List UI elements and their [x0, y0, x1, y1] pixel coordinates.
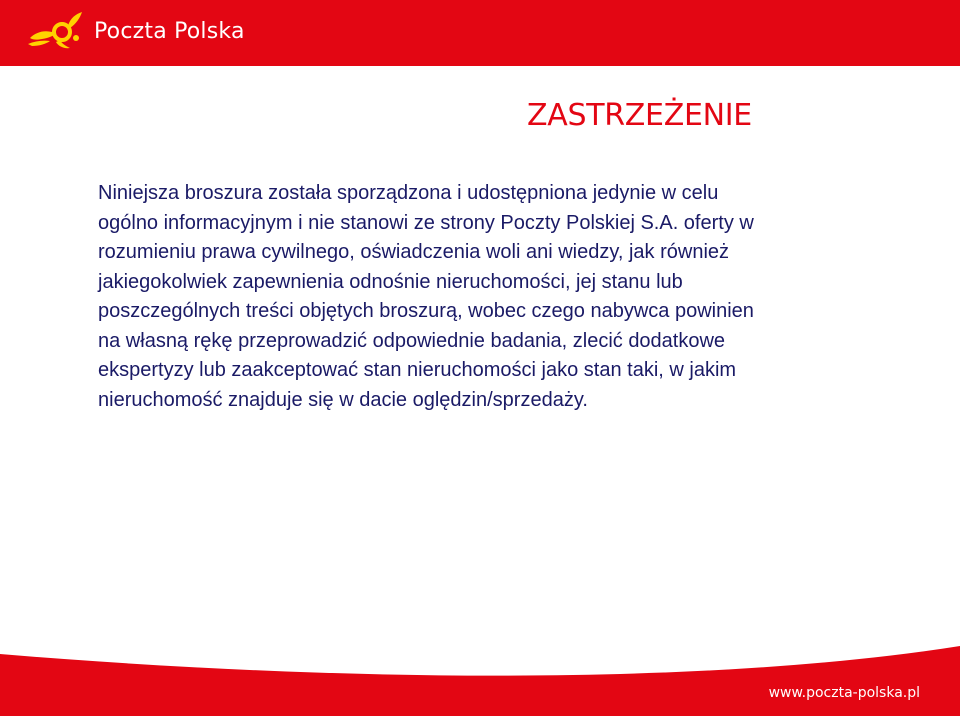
header-bar	[0, 0, 960, 66]
footer-bar	[0, 641, 960, 716]
footer-wave-decoration	[0, 641, 960, 688]
disclaimer-line: jakiegokolwiek zapewnienia odnośnie nieruchomości, jej stanu lub	[98, 270, 683, 293]
brand-logo[interactable]	[26, 8, 245, 52]
disclaimer-line: nieruchomość znajduje się w dacie oględzin/sprzedaży.	[98, 388, 588, 411]
disclaimer-line: ekspertyzy lub zaakceptować stan nieruchomości jako stan taki, w jakim	[98, 359, 737, 381]
disclaimer-line: na własną rękę przeprowadzić odpowiednie badania, zlecić dodatkowe	[98, 329, 726, 352]
disclaimer-line: ogólno informacyjnym i nie stanowi ze strony Poczty Polskiej S.A. oferty w	[98, 211, 754, 234]
disclaimer-line: rozumieniu prawa cywilnego, oświadczenia woli ani wiedzy, jak również	[98, 241, 730, 263]
website-link[interactable]: www.poczta-polska.pl	[768, 685, 920, 701]
postal-horn-icon	[26, 8, 88, 52]
disclaimer-line: Niniejsza broszura została sporządzona i udostępniona jedynie w celu	[98, 182, 719, 204]
disclaimer-text	[98, 179, 898, 415]
brand-name: Poczta Polska	[94, 18, 245, 44]
page-title: ZASTRZEŻENIE	[527, 98, 752, 133]
disclaimer-line: poszczególnych treści objętych broszurą, wobec czego nabywca powinien	[98, 300, 754, 322]
